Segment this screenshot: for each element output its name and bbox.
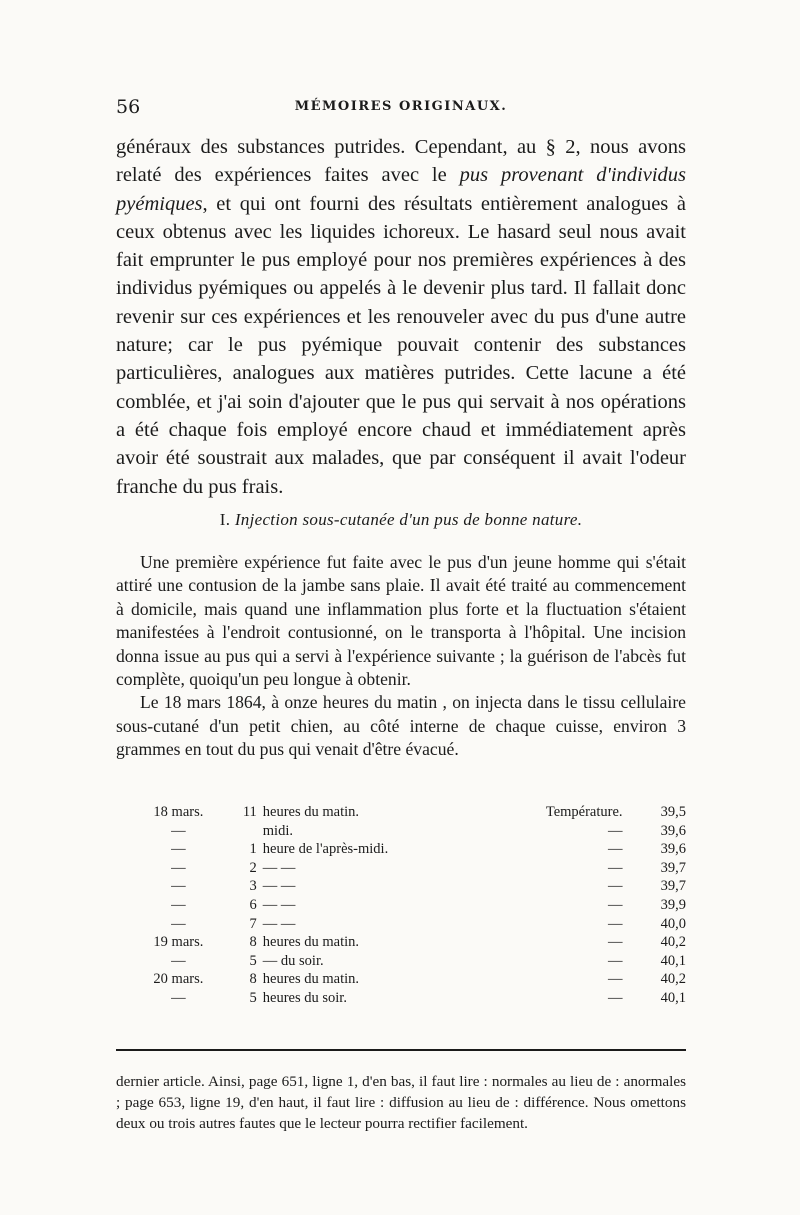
row-temperature: 40,1 bbox=[660, 989, 686, 1006]
row-time-text: — du soir. bbox=[262, 952, 324, 969]
page-header bbox=[116, 96, 686, 120]
row-time bbox=[241, 896, 501, 915]
row-hour: 3 bbox=[249, 878, 257, 895]
row-date: 19 mars. bbox=[153, 934, 204, 951]
row-hour: 5 bbox=[249, 952, 257, 969]
row-time bbox=[241, 989, 501, 1008]
row-hour: 6 bbox=[249, 896, 257, 913]
table-row bbox=[116, 803, 686, 822]
row-time-text: heures du soir. bbox=[262, 989, 347, 1006]
row-hour: 1 bbox=[249, 841, 257, 858]
row-label: — bbox=[608, 841, 623, 858]
row-time-text: midi. bbox=[262, 822, 293, 839]
row-label: — bbox=[608, 878, 623, 895]
row-label: — bbox=[608, 915, 623, 932]
section-title: Injection sous-cutanée d'un pus de bonne nature. bbox=[234, 510, 583, 529]
row-label: — bbox=[608, 822, 623, 839]
row-date: — bbox=[171, 859, 186, 876]
table-row bbox=[116, 952, 686, 971]
row-label: — bbox=[608, 896, 623, 913]
row-hour: 8 bbox=[249, 971, 257, 988]
row-date: — bbox=[171, 878, 186, 895]
row-temperature: 40,2 bbox=[660, 934, 686, 951]
row-temperature: 39,7 bbox=[660, 859, 686, 876]
table-row bbox=[116, 822, 686, 841]
row-temperature: 39,6 bbox=[660, 822, 686, 839]
row-time-text: — — bbox=[262, 915, 296, 932]
table-row bbox=[116, 989, 686, 1008]
section-number: I. bbox=[219, 510, 231, 529]
row-temperature: 40,2 bbox=[660, 971, 686, 988]
row-temperature: 39,9 bbox=[660, 896, 686, 913]
row-hour: 11 bbox=[242, 804, 257, 820]
footnote-rule bbox=[116, 1049, 686, 1051]
table-row bbox=[116, 840, 686, 859]
table-row bbox=[116, 915, 686, 934]
row-time-text: heures du matin. bbox=[262, 934, 360, 951]
row-time bbox=[241, 915, 501, 934]
row-time-text: heures du matin. bbox=[262, 804, 360, 820]
row-temperature: 39,5 bbox=[660, 804, 686, 820]
row-hour: 7 bbox=[249, 915, 257, 932]
row-time bbox=[241, 840, 501, 859]
table-row bbox=[116, 933, 686, 952]
row-hour: 5 bbox=[249, 989, 257, 1006]
row-temperature: 40,1 bbox=[660, 952, 686, 969]
row-date: — bbox=[171, 841, 186, 858]
row-date: 20 mars. bbox=[153, 971, 204, 988]
row-time-text: — — bbox=[262, 896, 296, 913]
row-temperature: 39,7 bbox=[660, 878, 686, 895]
row-date: — bbox=[171, 989, 186, 1006]
footnote: dernier article. Ainsi, page 651, ligne 1, d'en bas, il faut lire : normales au lieu de : anormales ; page 653, ligne 19, d'en haut, il faut lire : diffusion au lieu de : différence. Nous omettons deux ou trois autres fautes que le lecteur pourra rectifier facilement. bbox=[116, 1073, 686, 1133]
main-paragraph-italic: pus provenant d'individus pyémiques bbox=[116, 164, 686, 215]
main-paragraph-text-3: , et qui ont fourni des résultats entièrement analogues à ceux obtenus avec les liquides ichoreux. Le hasard seul nous avait fait emprunter le pus employé pour nos premières expériences à des individus pyémiques ou appelés à le devenir plus tard. Il fallait donc revenir sur ces expériences et les renouveler avec du pus d'une autre nature; car le pus pyémique pouvait contenir des substances particulières, analogues aux matières putrides. Cette lacune a été comblée, et j'ai soin d'ajouter que le pus qui servait à nos opérations a été chaque fois employé encore chaud et immédiatement après avoir été soustrait aux malades, que par conséquent il avait l'odeur franche du pus frais. bbox=[116, 192, 686, 498]
table-row bbox=[116, 859, 686, 878]
main-paragraph bbox=[116, 133, 686, 501]
row-label: — bbox=[608, 934, 623, 951]
table-row bbox=[116, 877, 686, 896]
row-time-text: — — bbox=[262, 859, 296, 876]
row-time bbox=[241, 970, 501, 989]
row-temperature: 40,0 bbox=[660, 915, 686, 932]
row-temperature: 39,6 bbox=[660, 841, 686, 858]
row-time bbox=[241, 877, 501, 896]
row-label: — bbox=[608, 952, 623, 969]
section-heading bbox=[116, 510, 686, 530]
row-time-text: heure de l'après-midi. bbox=[262, 841, 389, 858]
row-date: — bbox=[171, 915, 186, 932]
temperature-table bbox=[116, 803, 686, 1008]
experiment-paragraph-2: Le 18 mars 1864, à onze heures du matin , on injecta dans le tissu cellulaire sous-cutané d'un petit chien, au côté interne de chaque cuisse, environ 3 grammes en tout du pus qui venait d'être évacué. bbox=[116, 692, 686, 760]
row-hour: 8 bbox=[249, 934, 257, 951]
main-paragraph-line-1: généraux des substances putrides. Cependant, au § 2, nous avons bbox=[116, 136, 686, 158]
row-time bbox=[241, 952, 501, 971]
experiment-text bbox=[116, 551, 686, 762]
table-row bbox=[116, 970, 686, 989]
row-time bbox=[241, 822, 501, 841]
row-hour: 2 bbox=[249, 859, 257, 876]
row-label: — bbox=[608, 971, 623, 988]
row-time bbox=[241, 859, 501, 878]
row-label: — bbox=[608, 989, 623, 1006]
row-label: Température. bbox=[545, 804, 623, 820]
row-date: — bbox=[171, 896, 186, 913]
row-time-text: heures du matin. bbox=[262, 971, 360, 988]
main-paragraph-text-2: relaté des expériences faites avec le bbox=[116, 164, 460, 187]
row-date: — bbox=[171, 822, 186, 839]
row-time-text: — — bbox=[262, 878, 296, 895]
row-time bbox=[241, 803, 501, 822]
row-date: 18 mars. bbox=[153, 804, 204, 820]
running-head: MÉMOIRES ORIGINAUX. bbox=[294, 99, 508, 114]
page-number: 56 bbox=[116, 96, 141, 118]
row-date: — bbox=[171, 952, 186, 969]
row-time bbox=[241, 933, 501, 952]
experiment-paragraph-1: Une première expérience fut faite avec le pus d'un jeune homme qui s'était attiré une contusion de la jambe sans plaie. Il avait été traité au commencement à domicile, mais quand une inflammation plus forte et la fluctuation s'étaient manifestées à l'endroit contusionné, on le transporta à l'hôpital. Une incision donna issue au pus qui a servi à l'expérience suivante ; la guérison de l'abcès fut complète, quoiqu'un peu longue à obtenir. bbox=[116, 552, 686, 690]
row-label: — bbox=[608, 859, 623, 876]
table-row bbox=[116, 896, 686, 915]
